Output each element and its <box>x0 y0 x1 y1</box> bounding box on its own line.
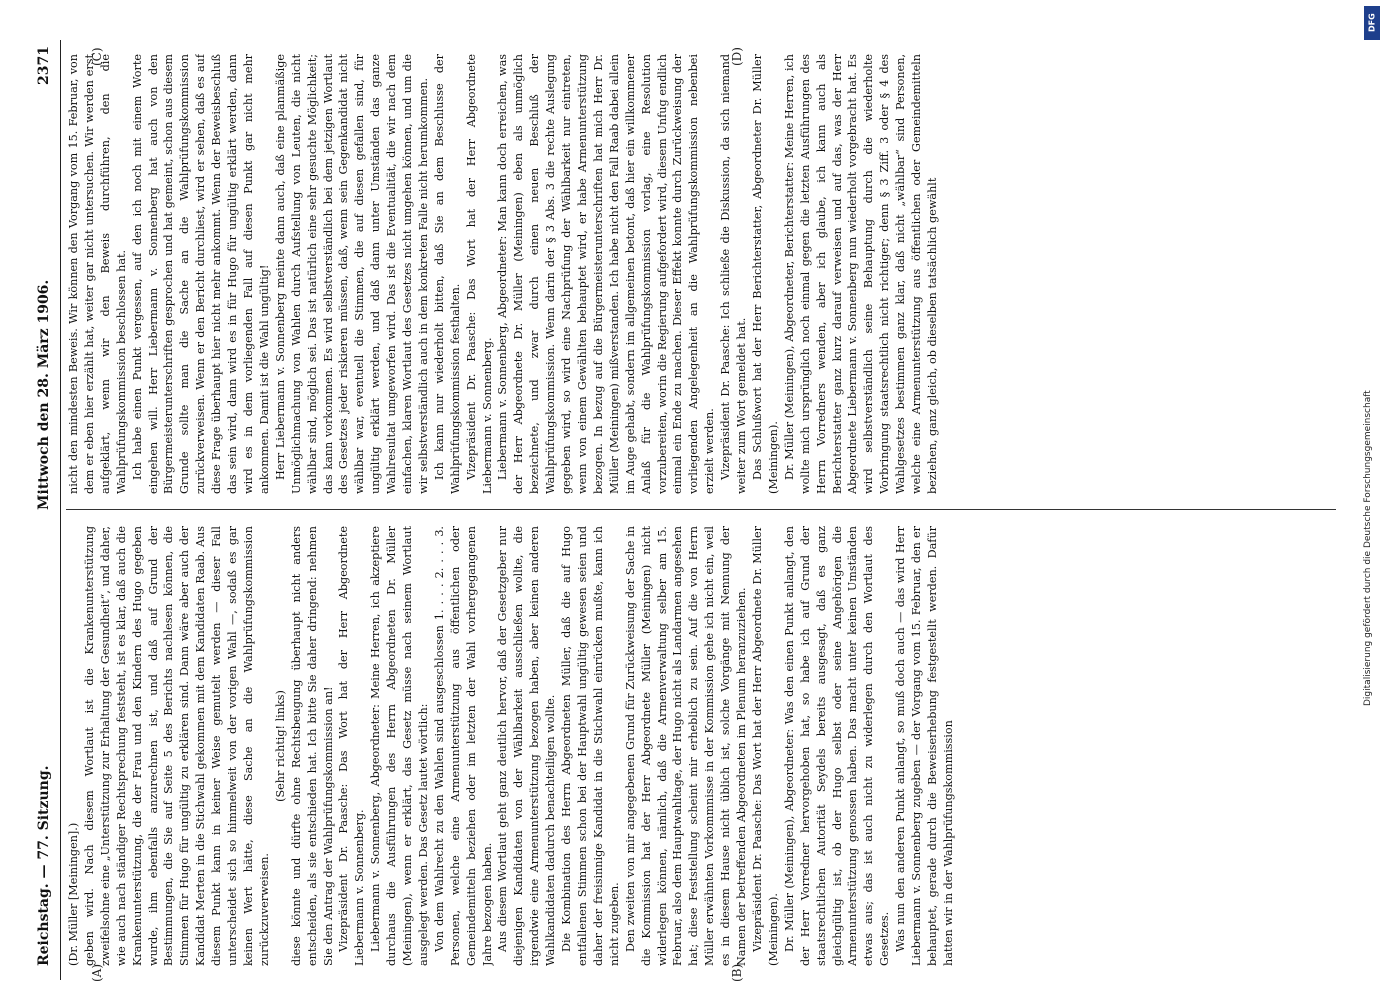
paragraph: Liebermann v. Sonnenberg, Abgeordneter: Meine Herren, ich akzeptiere durchaus die Ausführungen des Herrn Abgeordneten Dr. Müller (Meiningen), wenn er erklärt, das Gesetz müsse nach seinem Wortlaut ausgelegt werden. Das Gesetz lautet wörtlich: <box>369 526 430 966</box>
margin-mark-b: (B) <box>730 963 744 982</box>
interjection: (Sehr richtig! links) <box>273 690 287 802</box>
margin-mark-a: (A) <box>90 963 104 982</box>
quotation: Von dem Wahlrecht zu den Wahlen sind ausgeschlossen 1. . . . 2. . . . 3. Personen, welche eine Armenunterstützung aus öffentlichen oder Gemeindemitteln beziehen oder im letzten der Wahl vorhergegangenen Jahre bezogen haben. <box>432 526 494 966</box>
paragraph: Vizepräsident Dr. Paasche: Das Wort hat der Herr Abgeordnete Dr. Müller (Meiningen). <box>750 526 780 966</box>
paragraph: Die Kombination des Herrn Abgeordneten Müller, daß die auf Hugo entfallenen Stimmen schon bei der Hauptwahl ungültig gewesen seien und daher der freisinnige Kandidat in die Stichwahl einrücken mußte, kann ich nicht zugeben. <box>560 526 621 966</box>
column-divider <box>66 509 1336 510</box>
paragraph: nicht den mindesten Beweis. Wir können den Vorgang vom 15. Februar, von dem er eben hier erzählt hat, weiter gar nicht untersuchen. Wir werden erst aufgeklärt, wenn wir den Beweis durchführen, den die Wahlprüfungskommission beschlossen hat. <box>67 54 128 494</box>
paragraph: Vizepräsident Dr. Paasche: Das Wort hat der Herr Abgeordnete Liebermann v. Sonnenberg. <box>337 526 367 966</box>
margin-mark-d: (D) <box>730 47 744 66</box>
header-session: Reichstag. — 77. Sitzung. <box>36 765 52 966</box>
digitization-credit: Digitalisierung gefördert durch die Deutsche Forschungsgemeinschaft <box>1363 390 1373 706</box>
right-column <box>66 54 1336 494</box>
paragraph: Den zweiten von mir angegebenen Grund für Zurückweisung der Sache in die Kommission hat der Herr Abgeordnete Müller (Meiningen) nicht widerlegen können, nämlich, daß die Armenverwaltung selber am 15. Februar, also dem Hauptwahltage, der Hugo nicht als Landarmen angesehen hat; diese Feststellung scheint mir erheblich zu sein. Auf die von Herrn Müller erwähnten Vorkommnisse in der Kommission gehe ich nicht ein, weil es in diesem Hause nicht üblich ist, solche Vorgänge mit Nennung der Namen der betreffenden Abgeordneten im Plenum heranzuziehen. <box>623 526 749 966</box>
paragraph: diese könnte und dürfte ohne Rechtsbeugung überhaupt nicht anders entscheiden, als sie entschieden hat. Ich bitte Sie daher dringend: nehmen Sie den Antrag der Wahlprüfungskommission an! <box>289 526 335 966</box>
paragraph: Ich kann nur wiederholt bitten, daß Sie an dem Beschlusse der Wahlprüfungskommission festhalten. <box>432 54 462 494</box>
paragraph: Das Schlußwort hat der Herr Berichterstatter, Abgeordneter Dr. Müller (Meiningen). <box>750 54 780 494</box>
margin-mark-c: (C) <box>90 47 104 66</box>
paragraph: Dr. Müller (Meiningen), Abgeordneter: Was den einen Punkt anlangt, den der Herr Vorredner hervorgehoben hat, so habe ich auf Grund der staatsrechtlichen Autorität Seydels bereits ausgesagt, daß es ganz gleichgültig ist, ob der Hugo selbst oder seine Angehörigen die Armenunterstützung genossen haben. Das macht unter keinen Umständen etwas aus; das ist auch nicht zu widerlegen durch den Wortlaut des Gesetzes. <box>782 526 892 966</box>
paragraph: Liebermann v. Sonnenberg, Abgeordneter: Man kann doch erreichen, was der Herr Abgeordnete Dr. Müller (Meiningen) eben als unmöglich bezeichnete, und zwar durch einen neuen Beschluß der Wahlprüfungskommission. Wenn darin der § 3 Abs. 3 die rechte Auslegung gegeben wird, so wird eine Nachprüfung der Wählbarkeit nur eintreten, wenn von einem Gewählten behauptet wird, er habe Armenunterstützung bezogen. In bezug auf die Bürgermeisterunterschriften hat mich Herr Dr. Müller (Meiningen) mißverstanden. Ich habe nicht den Fall Raab dabei allein im Auge gehabt, sondern im allgemeinen betont, daß hier ein willkommener Anlaß für die Wahlprüfungskommission vorlag, eine Resolution vorzubereiten, worin die Regierung aufgefordert wird, diesem Unfug endlich einmal ein Ende zu machen. Dieser Effekt konnte durch Zurückweisung der vorliegenden Angelegenheit an die Wahlprüfungskommission nebenbei erzielt werden. <box>496 54 717 494</box>
rotated-page <box>30 40 1350 980</box>
paragraph: Aus diesem Wortlaut geht ganz deutlich hervor, daß der Gesetzgeber nur diejenigen Kandidaten von der Wählbarkeit ausschließen wollte, die irgendwie eine Armenunterstützung bezogen haben, aber keinen anderen Wahlkandidaten dadurch benachteiligen wollte. <box>496 526 558 966</box>
paragraph: Vizepräsident Dr. Paasche: Ich schließe die Diskussion, da sich niemand weiter zum Wort gemeldet hat. <box>719 54 749 494</box>
paragraph: Herr Liebermann v. Sonnenberg meinte dann auch, daß eine planmäßige Unmöglichmachung von Wahlen durch Aufstellung von Leuten, die nicht wählbar sind, möglich sei. Das ist natürlich eine sehr gesuchte Möglichkeit; das kann vorkommen. Es wird selbstverständlich bei dem jetzigen Wortlaut des Gesetzes jeder riskieren müssen, daß, wenn sein Gegenkandidat nicht wählbar war, eventuell die Stimmen, die auf diesen gefallen sind, für ungültig erklärt werden, und daß dann unter Umständen das ganze Wahlresultat umgeworfen wird. Das ist die Eventualität, die wir nach dem einfachen, klaren Wortlaut des Gesetzes nicht umgehen können, und um die wir selbstverständlich auch in dem konkreten Falle nicht herumkommen. <box>273 54 430 494</box>
paragraph: geben wird. Nach diesem Wortlaut ist die Krankenunterstützung zweifelsohne eine „Unterstützung zur Erhaltung der Gesundheit“, und daher, wie auch nach ständiger Rechtsprechung feststeht, ist es klar, daß auch die Krankenunterstützung, die der Frau und den Kindern des Hugo gegeben wurde, ihm ebenfalls anzurechnen ist, und daß auf Grund der Bestimmungen, die Sie auf Seite 5 des Berichts nachlesen können, die Stimmen für Hugo für ungültig zu erklären sind. Dann wäre aber auch der Kandidat Merten in die Stichwahl gekommen mit dem Kandidaten Raab. Aus diesem Punkt kann in keiner Weise gemutelt werden — dieser Fall unterscheidet sich so himmelweit von der vorigen Wahl —, sodaß es gar keinen Wert hätte, diese Sache an die Wahlprüfungskommission zurückzuverweisen. <box>82 526 271 966</box>
page-header <box>30 40 61 980</box>
paragraph: Ich habe einen Punkt vergessen, auf den ich noch mit einem Worte eingehen will. Herr Liebermann v. Sonnenberg hat auch von den Bürgermeisterunterschriften gesprochen und hat gemeint, schon aus diesem Grunde sollte man die Sache an die Wahlprüfungskommission zurückverweisen. Wenn er den Bericht durchliest, wird er sehen, daß es auf diese Frage überhaupt hier nicht mehr ankommt. Wenn der Beweisbeschluß das sein wird, dann wird es in für Hugo für ungültig erklärt werden, dann wird es in dem vorliegenden Fall auf diesen Punkt gar nicht mehr ankommen. Damit ist die Wahl ungültig! <box>130 54 271 494</box>
header-date: Mittwoch den 28. März 1906. <box>36 279 52 510</box>
paragraph: Vizepräsident Dr. Paasche: Das Wort hat der Herr Abgeordnete Liebermann v. Sonnenberg. <box>464 54 494 494</box>
paragraph: Was nun den anderen Punkt anlangt, so muß doch auch — das wird Herr Liebermann v. Sonnenberg zugeben — der Vorgang vom 15. Februar, den er behauptet, gerade durch die Beweiserhebung festgestellt werden. Dafür hatten wir in der Wahlprüfungskommission <box>894 526 955 966</box>
left-column <box>66 526 1336 966</box>
speaker-continuation: (Dr. Müller [Meiningen].) <box>67 822 80 966</box>
page-number: 2371 <box>36 46 52 85</box>
dfg-logo: DFG <box>1364 6 1380 40</box>
paragraph: Dr. Müller (Meiningen), Abgeordneter, Berichterstatter: Meine Herren, ich wollte mich ursprünglich noch einmal gegen die letzten Ausführungen des Herrn Vorredners wenden, aber ich glaube, ich kann auch als Berichterstatter ganz kurz darauf verweisen und auf das, was der Herr Abgeordnete Liebermann v. Sonnenberg nun wiederholt vorgebracht hat. Es wird selbstverständlich seine Behauptung durch die wiederholte Vorbringung staatsrechtlich nicht richtiger; denn § 3 Ziff. 3 oder § 4 des Wahlgesetzes bestimmen ganz klar, daß nicht „wählbar“ sind Personen, welche eine Armenunterstützung aus öffentlichen oder Gemeindemitteln beziehen, ganz gleich, ob dieselben tatsächlich gewählt <box>782 54 939 494</box>
digitization-credit-strip <box>1361 0 1383 1000</box>
